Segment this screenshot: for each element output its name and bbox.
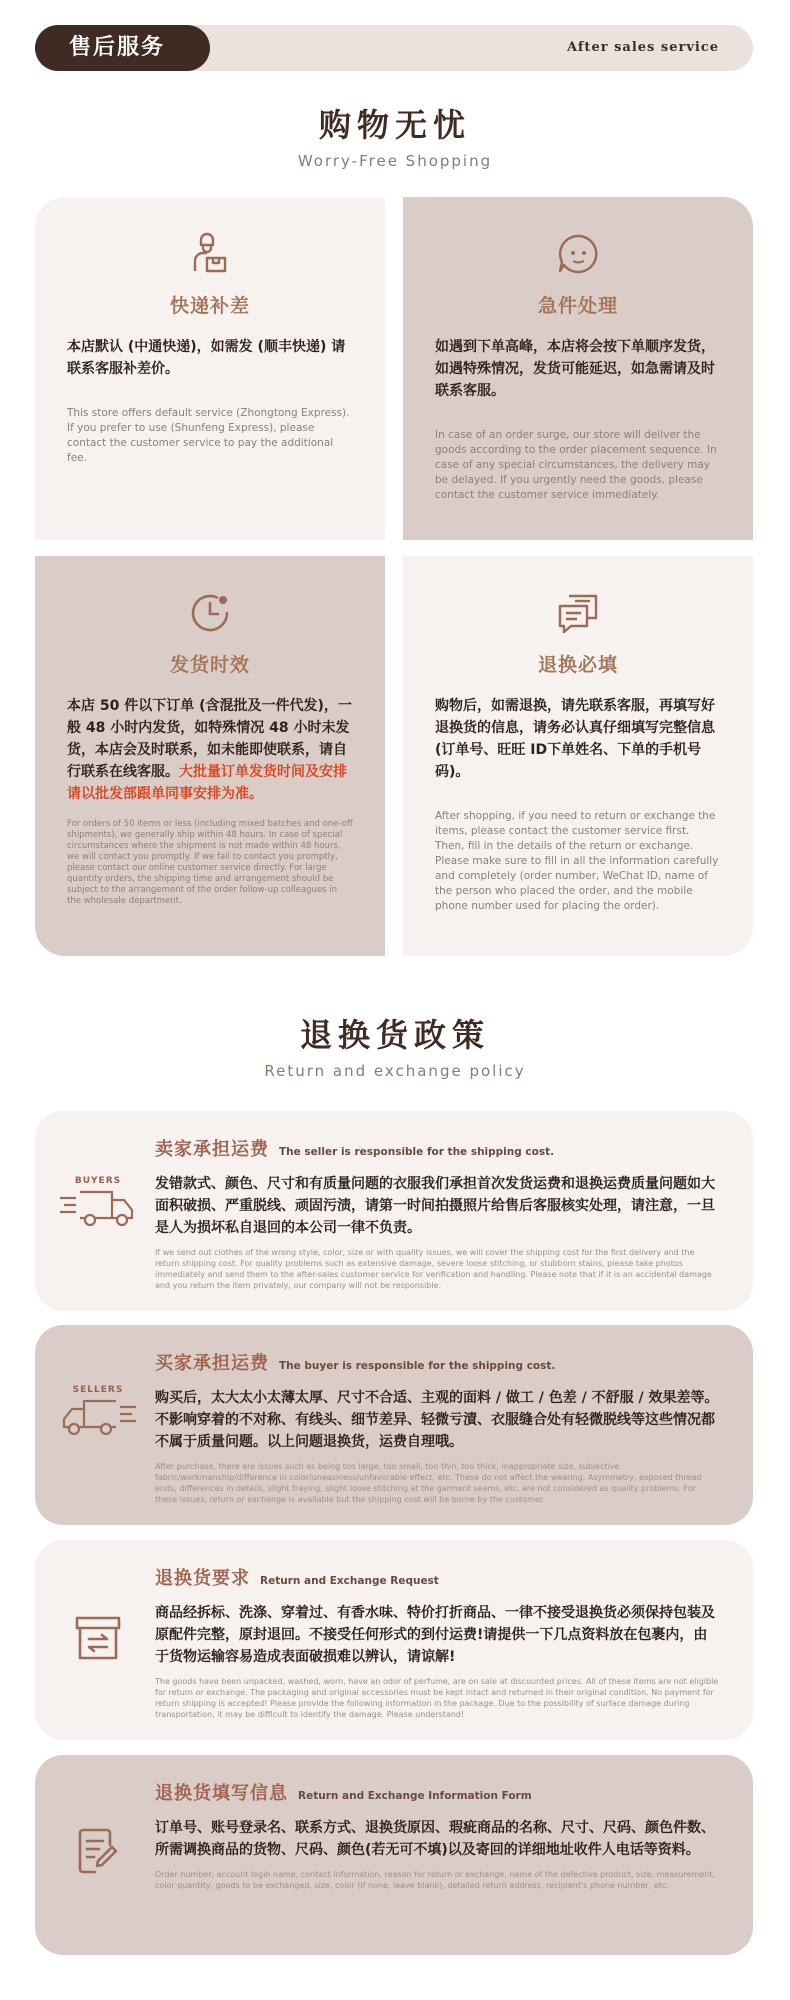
row-body <box>155 1564 719 1720</box>
policy-title: 退换货政策 <box>299 1016 490 1054</box>
worry-free-heading <box>0 100 790 170</box>
policy-subtitle: Return and exchange policy <box>264 1062 526 1080</box>
card-return-required <box>403 556 753 956</box>
row-text: 购买后，太大太小太薄太厚、尺寸不合适、主观的面料 / 做工 / 色差 / 不舒服 / 效果差等。不影响穿着的不对称、有线头、细节差异、轻微亏漬、衣服缝合处有轻微脱线等这些情况都不属于质量问题。以上问题退换货，运费自理哦。 <box>155 1390 719 1450</box>
card-text-en: This store offers default service (Zhongtong Express). If you prefer to use (Shunfeng Express), please contact the customer service to pay the additional fee. <box>67 407 350 464</box>
courier-icon <box>187 231 233 277</box>
card-shipping-time <box>35 556 385 956</box>
card-text-main: 本店 50 件以下订单 (含混批及一件代发)，一般 48 小时内发货，如特殊情况 48 小时未发货，本店会及时联系，如未能即使联系，请自行联系在线客服。 <box>67 698 352 780</box>
row-title: 买家承担运费 <box>155 1353 269 1374</box>
card-title: 退换必填 <box>537 654 618 676</box>
row-title: 退换货填写信息 <box>155 1783 288 1804</box>
row-text-en: After purchase, there are issues such as being too large, too small, too thin, too thick, inappropriate size, subjective fabric/workmanship/difference in color/uneasiness/unfavorable effect, etc. These do not affect the wearing. Asymmetry, exposed thread ends, differences in details, slight fraying, slight loose stitching at the garment seams, etc. are not considered as quality problems. For these issues, return or exchange is available but the shipping cost will be borne by the customer. <box>155 1462 702 1504</box>
row-text: 订单号、账号登录名、联系方式、退换货原因、瑕疵商品的名称、尺寸、尺码、颜色件数、所需调换商品的货物、尺码、颜色(若无可不填)以及寄回的详细地址收件人电话等资料。 <box>155 1820 715 1858</box>
card-urgent-order <box>403 197 753 540</box>
form-edit-icon <box>72 1825 124 1877</box>
policy-row-return-form <box>35 1755 753 1955</box>
row-heading <box>155 1135 719 1161</box>
row-title-en: The buyer is responsible for the shipping cost. <box>279 1360 556 1372</box>
policy-row-return-request <box>35 1540 753 1740</box>
card-text: 如遇到下单高峰，本店将会按下单顺序发货，如遇特殊情况，发货可能延迟，如急需请及时联系客服。 <box>435 339 715 399</box>
buyers-truck-icon <box>58 1186 138 1230</box>
row-text-en: If we send out clothes of the wrong style, color, size or with quality issues, we will cover the shipping cost for the first delivery and the return shipping cost. For quality problems such as extensive damage, severe loose stitching, or stubborn stains, please take photos immediately and send them to the after-sales customer service for verification and handling. Please note that if it is an accidental damage and you return the item privately, our company will not be responsible. <box>155 1248 712 1290</box>
policy-row-buyer-pays <box>35 1325 753 1525</box>
chat-face-icon <box>555 231 601 277</box>
message-icon <box>555 590 601 636</box>
banner-label: 售后服务 <box>35 25 210 71</box>
sellers-truck-icon <box>58 1395 138 1439</box>
policy-row-seller-pays <box>35 1111 753 1311</box>
row-title-en: Return and Exchange Information Form <box>298 1790 532 1802</box>
card-express-fee <box>35 197 385 540</box>
row-icon <box>53 1176 143 1234</box>
row-heading <box>155 1564 719 1590</box>
row-icon-tag: SELLERS <box>72 1385 124 1395</box>
row-title-en: Return and Exchange Request <box>260 1575 439 1587</box>
card-text-en: For orders of 50 items or less (including mixed batches and one-off shipments), we generally ship within 48 hours. In case of special circumstances where the shipment is not made within 48 hours, we will contact you promptly. If we fail to contact you promptly, please contact our online customer service directly. For large quantity orders, the shipping time and arrangement should be subject to the arrangement of the order follow-up colleagues in the wholesale department. <box>67 819 353 906</box>
row-icon-tag: BUYERS <box>74 1176 122 1186</box>
row-text: 商品经拆标、洗涤、穿着过、有香水味、特价打折商品、一律不接受退换货必须保持包装及原配件完整，原封退回。不接受任何形式的到付运费!请提供一下几点资料放在包裹内，由于货物运输容易造成表面破损难以辨认，请谅解! <box>155 1605 715 1665</box>
card-title: 快递补差 <box>169 295 250 317</box>
row-icon <box>53 1825 143 1881</box>
worry-free-title: 购物无忧 <box>318 106 471 144</box>
return-box-icon <box>72 1612 124 1664</box>
row-icon <box>53 1612 143 1668</box>
row-icon <box>53 1385 143 1443</box>
worry-free-subtitle: Worry-Free Shopping <box>297 152 493 170</box>
policy-heading <box>0 1010 790 1080</box>
card-text <box>67 695 353 805</box>
row-text-en: The goods have been unpacked, washed, worn, have an odor of perfume, are on sale at discounted prices. All of these items are not eligible for return or exchange. The packaging and original accessories must be kept intact and returned in their original condition. No payment for return shipping is accepted! Please provide the following information in the package. Due to the possibility of surface damage during transportation, it may be difficult to identify the damage. Please understand! <box>155 1677 719 1719</box>
row-body <box>155 1779 719 1891</box>
header-banner <box>35 25 753 71</box>
row-title: 卖家承担运费 <box>155 1139 269 1160</box>
card-title: 发货时效 <box>169 654 250 676</box>
row-heading <box>155 1349 719 1375</box>
row-body <box>155 1349 719 1505</box>
row-title-en: The seller is responsible for the shipping cost. <box>279 1146 555 1158</box>
row-heading <box>155 1779 719 1805</box>
card-title: 急件处理 <box>537 295 618 317</box>
card-text: 本店默认 (中通快递)，如需发 (顺丰快递) 请联系客服补差价。 <box>67 339 346 377</box>
card-text: 购物后，如需退换，请先联系客服，再填写好退换货的信息，请务必认真仔细填写完整信息 (订单号、旺旺 ID下单姓名、下单的手机号码)。 <box>435 698 715 780</box>
row-text-en: Order number, account login name, contact information, reason for return or exchange, name of the defective product, size, measurement, color quantity, goods to be exchanged, size, color (if none, leave blank), detailed return address, recipient's phone number, etc. <box>155 1870 715 1890</box>
card-text-warning: 大批量订单发货时间及安排请以批发部跟单同事安排为准。 <box>67 764 347 802</box>
card-text-en: After shopping, if you need to return or exchange the items, please contact the customer service first. Then, fill in the details of the return or exchange. Please make sure to fill in all the information carefully and completely (order number, WeChat ID, name of the person who placed the order, and the mobile phone number used for placing the order). <box>435 810 719 912</box>
row-text: 发错款式、颜色、尺寸和有质量问题的衣服我们承担首次发货运费和退换运费质量问题如大面积破损、严重脱线、顽固污渍，请第一时间拍摄照片给售后客服核实处理，请注意，一旦是人为损坏私自退回的本公司一律不负责。 <box>155 1176 715 1236</box>
clock-icon <box>187 590 233 636</box>
card-text-en: In case of an order surge, our store will deliver the goods according to the order placement sequence. In case of any special circumstances, the delivery may be delayed. If you urgently need the goods, please contact the customer service immediately. <box>435 429 717 501</box>
row-body <box>155 1135 719 1291</box>
row-title: 退换货要求 <box>155 1568 250 1589</box>
banner-subtitle: After sales service <box>566 40 719 55</box>
